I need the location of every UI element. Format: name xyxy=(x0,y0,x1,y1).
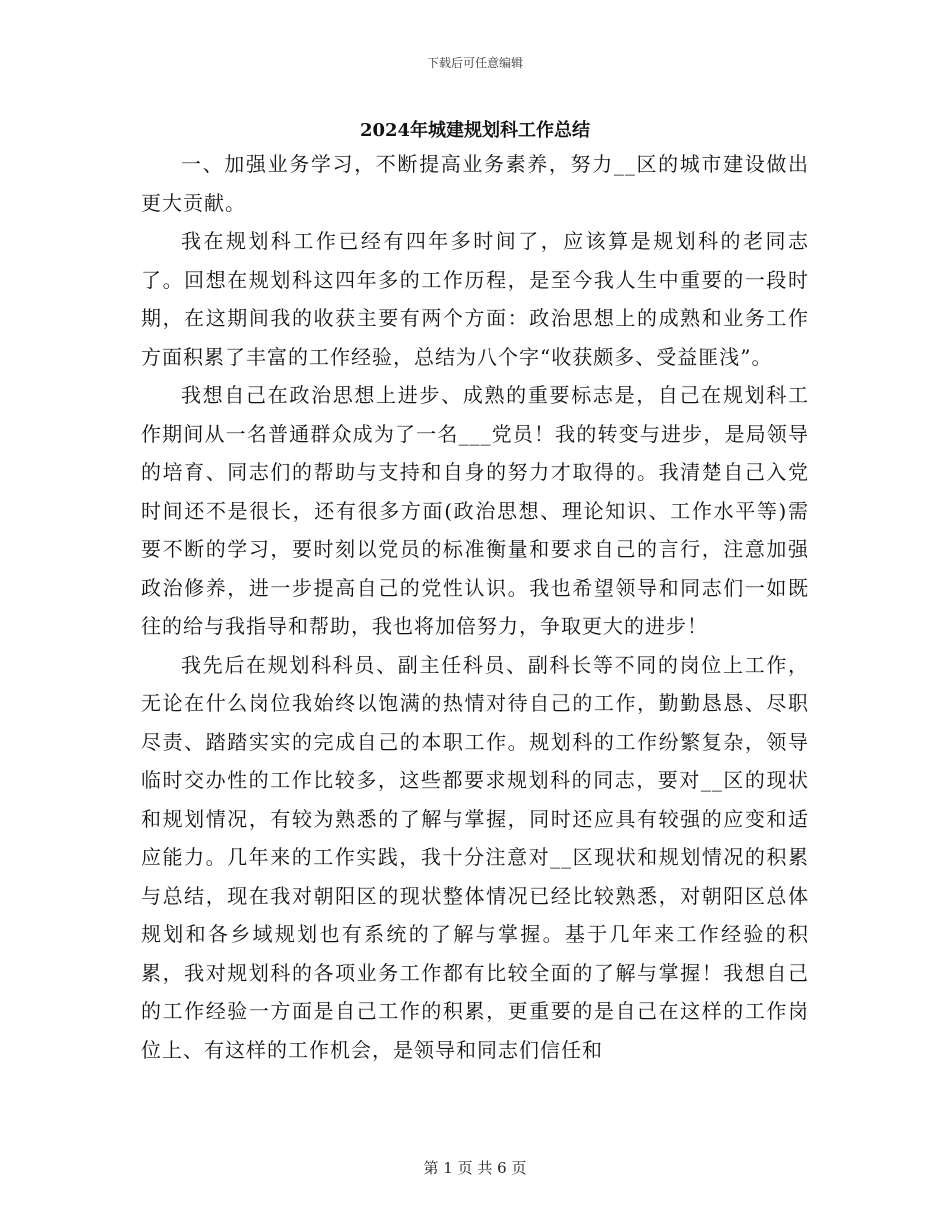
document-body xyxy=(141,145,809,1069)
page-header-note: 下载后可任意编辑 xyxy=(426,56,523,70)
page-number-footer: 第 1 页 共 6 页 xyxy=(423,1159,527,1177)
paragraph-2: 我在规划科工作已经有四年多时间了，应该算是规划科的老同志了。回想在规划科这四年多的工作历程，是至今我人生中重要的一段时期，在这期间我的收获主要有两个方面：政治思想上的成熟和业务工作方面积累了丰富的工作经验，总结为八个字“收获颇多、受益匪浅”。 xyxy=(141,229,809,369)
paragraph-3: 我想自己在政治思想上进步、成熟的重要标志是，自己在规划科工作期间从一名普通群众成为了一名___党员！我的转变与进步，是局领导的培育、同志们的帮助与支持和自身的努力才取得的。我清楚自己入党时间还不是很长，还有很多方面(政治思想、理论知识、工作水平等)需要不断的学习，要时刻以党员的标准衡量和要求自己的言行，注意加强政治修养，进一步提高自己的党性认识。我也希望领导和同志们一如既往的给与我指导和帮助，我也将加倍努力，争取更大的进步！ xyxy=(141,383,809,638)
document-title: 2024年城建规划科工作总结 xyxy=(359,120,591,141)
paragraph-4: 我先后在规划科科员、副主任科员、副科长等不同的岗位上工作，无论在什么岗位我始终以饱满的热情对待自己的工作，勤勤恳恳、尽职尽责、踏踏实实的完成自己的本职工作。规划科的工作纷繁复杂，领导临时交办性的工作比较多，这些都要求规划科的同志，要对__区的现状和规划情况，有较为熟悉的了解与掌握，同时还应具有较强的应变和适应能力。几年来的工作实践，我十分注意对__区现状和规划情况的积累与总结，现在我对朝阳区的现状整体情况已经比较熟悉，对朝阳区总体规划和各乡域规划也有系统的了解与掌握。基于几年来工作经验的积累，我对规划科的各项业务工作都有比较全面的了解与掌握！我想自己的工作经验一方面是自己工作的积累，更重要的是自己在这样的工作岗位上、有这样的工作机会，是领导和同志们信任和 xyxy=(141,652,809,1062)
paragraph-1: 一、加强业务学习，不断提高业务素养，努力__区的城市建设做出更大贡献。 xyxy=(141,152,809,215)
